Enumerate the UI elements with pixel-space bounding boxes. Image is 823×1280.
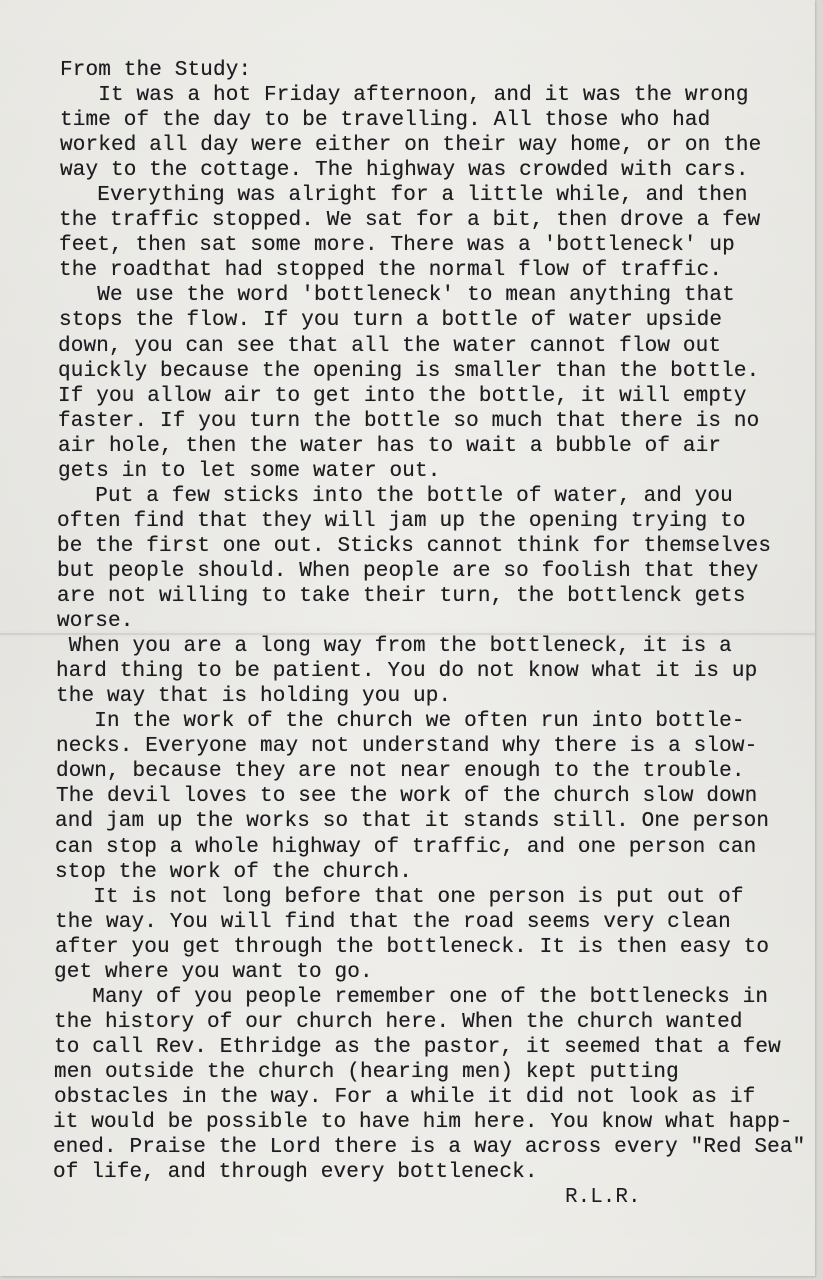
letter-line: the traffic stopped. We sat for a bit, then drove a few bbox=[59, 209, 761, 232]
letter-line: stop the work of the church. bbox=[55, 861, 413, 884]
letter-line: of life, and through every bottleneck. bbox=[53, 1161, 538, 1184]
letter-line: feet, then sat some more. There was a 'bottleneck' up bbox=[59, 234, 735, 257]
letter-line: worked all day were either on their way home, or on the bbox=[60, 134, 762, 157]
letter-line: We use the word 'bottleneck' to mean anything that bbox=[59, 284, 735, 307]
letter-line: It was a hot Friday afternoon, and it was the wrong bbox=[60, 84, 749, 107]
letter-line: When you are a long way from the bottleneck, it is a bbox=[56, 635, 732, 658]
letter-line: faster. If you turn the bottle so much that there is no bbox=[58, 410, 760, 433]
signature-initials: R.L.R. bbox=[565, 1186, 641, 1209]
letter-line: are not willing to take their turn, the bottlenck gets bbox=[57, 585, 746, 608]
letter-line: Everything was alright for a little while, and then bbox=[59, 184, 748, 207]
letter-line: gets in to let some water out. bbox=[58, 460, 441, 483]
letter-line: obstacles in the way. For a while it did not look as if bbox=[54, 1086, 756, 1109]
letter-line: quickly because the opening is smaller than the bottle. bbox=[58, 360, 760, 383]
letter-line: Many of you people remember one of the bottlenecks in bbox=[54, 986, 769, 1009]
letter-line: the way. You will find that the road seems very clean bbox=[55, 911, 731, 934]
letter-line: The devil loves to see the work of the church slow down bbox=[56, 785, 758, 808]
letter-line: get where you want to go. bbox=[54, 961, 373, 984]
letter-heading: From the Study: bbox=[60, 59, 252, 82]
letter-line: the way that is holding you up. bbox=[56, 685, 452, 708]
letter-line: air hole, then the water has to wait a bubble of air bbox=[58, 435, 722, 458]
letter-line: to call Rev. Ethridge as the pastor, it seemed that a few bbox=[54, 1036, 781, 1059]
letter-line: be the first one out. Sticks cannot think for themselves bbox=[57, 535, 772, 558]
letter-line: In the work of the church we often run into bottle- bbox=[56, 710, 745, 733]
letter-line: the roadthat had stopped the normal flow of traffic. bbox=[59, 259, 723, 282]
letter-line: way to the cottage. The highway was crowded with cars. bbox=[60, 159, 749, 182]
letter-line: often find that they will jam up the opening trying to bbox=[57, 510, 746, 533]
letter-line: Put a few sticks into the bottle of water, and you bbox=[57, 485, 733, 508]
letter-line: down, you can see that all the water cannot flow out bbox=[58, 335, 722, 358]
letter-line: time of the day to be travelling. All those who had bbox=[60, 109, 711, 132]
letter-line: but people should. When people are so foolish that they bbox=[57, 560, 759, 583]
letter-line: It is not long before that one person is put out of bbox=[55, 886, 744, 909]
letter-line: the history of our church here. When the church wanted bbox=[54, 1011, 743, 1034]
letter-line: necks. Everyone may not understand why there is a slow- bbox=[56, 735, 758, 758]
letter-line: If you allow air to get into the bottle, it will empty bbox=[58, 385, 747, 408]
letter-line: stops the flow. If you turn a bottle of water upside bbox=[59, 309, 723, 332]
letter-line: can stop a whole highway of traffic, and one person can bbox=[55, 836, 757, 859]
letter-line: down, because they are not near enough to the trouble. bbox=[56, 760, 745, 783]
letter-line: hard thing to be patient. You do not know what it is up bbox=[56, 660, 758, 683]
letter-line: worse. bbox=[57, 610, 134, 633]
letter-line: men outside the church (hearing men) kept putting bbox=[54, 1061, 679, 1084]
letter-line: after you get through the bottleneck. It is then easy to bbox=[55, 936, 770, 959]
letter-line: and jam up the works so that it stands still. One person bbox=[55, 810, 770, 833]
letter-line: ened. Praise the Lord there is a way across every "Red Sea" bbox=[53, 1136, 806, 1159]
letter-line: it would be possible to have him here. You know what happ- bbox=[53, 1111, 793, 1134]
